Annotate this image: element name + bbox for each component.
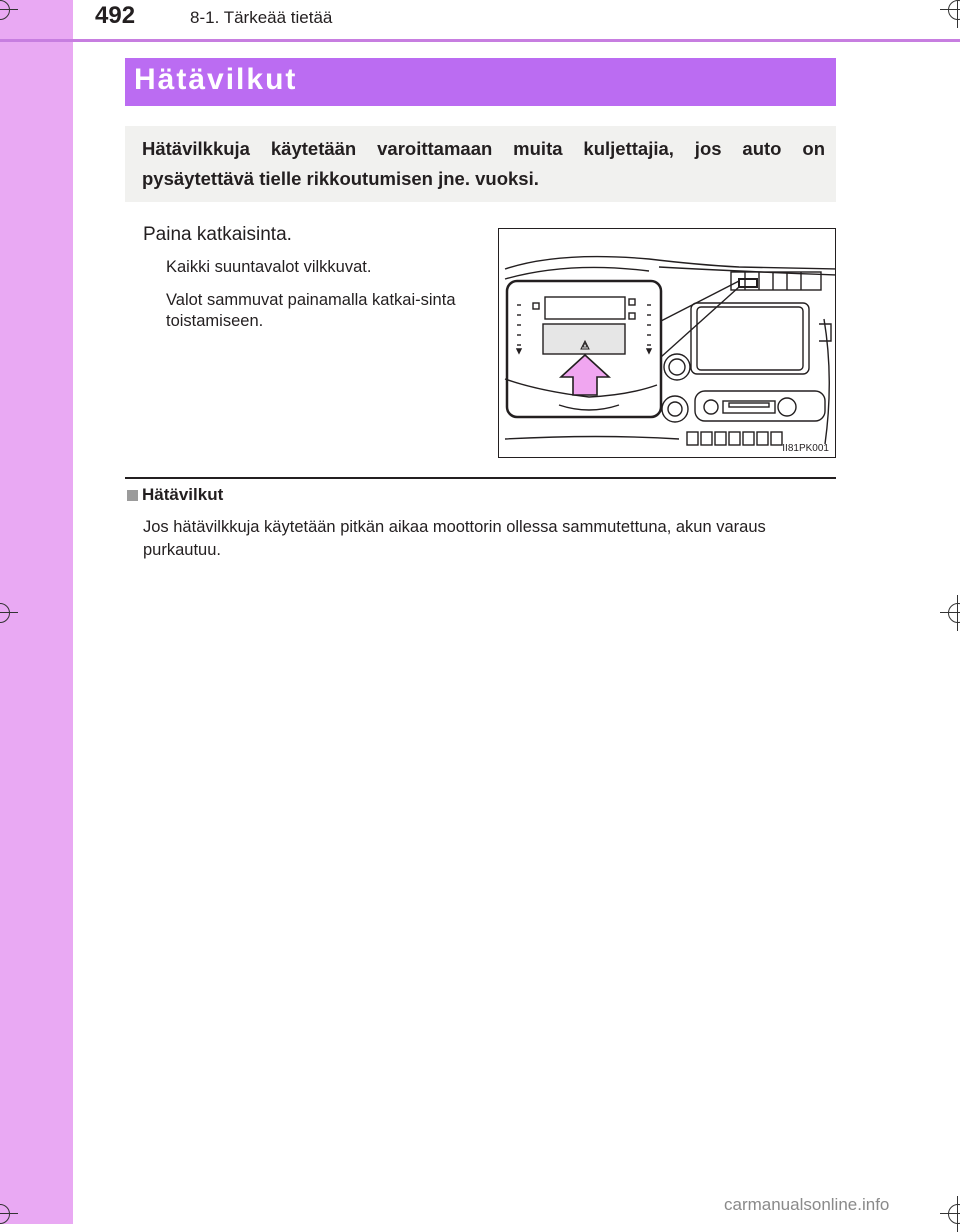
page-title: Hätävilkut xyxy=(134,63,298,96)
registration-mark-icon xyxy=(940,0,960,28)
registration-mark-icon xyxy=(0,1196,18,1232)
intro-box xyxy=(125,126,836,202)
watermark: carmanualsonline.info xyxy=(724,1195,890,1214)
registration-mark-icon xyxy=(940,1196,960,1232)
title-bar xyxy=(125,58,836,106)
registration-mark-icon xyxy=(940,595,960,631)
hazard-switch-figure xyxy=(498,228,836,458)
subhead-square-icon xyxy=(127,490,138,501)
registration-mark-icon xyxy=(0,0,18,28)
step-note-1: Kaikki suuntavalot vilkkuvat. xyxy=(166,258,372,276)
figure-code: II81PK001 xyxy=(782,443,829,454)
section-note-heading: Hätävilkut xyxy=(142,485,224,504)
header-rule xyxy=(0,39,960,42)
step-instruction: Paina katkaisinta. xyxy=(143,224,292,245)
section-note-text: Jos hätävilkkuja käytetään pitkän aikaa moottorin ollessa sammutettuna, akun varaus purkautuu. xyxy=(143,518,766,559)
section-label: 8-1. Tärkeää tietää xyxy=(190,8,333,27)
section-divider xyxy=(125,477,836,479)
page-number: 492 xyxy=(95,2,136,29)
step-note-2: Valot sammuvat painamalla katkai-sinta toistamiseen. xyxy=(166,291,456,330)
intro-text: Hätävilkkuja käytetään varoittamaan muita kuljettajia, jos auto on pysäytettävä tielle rikkoutumisen jne. vuoksi. xyxy=(142,138,825,189)
hazard-switch-dashboard-illustration xyxy=(499,229,836,458)
registration-mark-icon xyxy=(0,595,18,631)
